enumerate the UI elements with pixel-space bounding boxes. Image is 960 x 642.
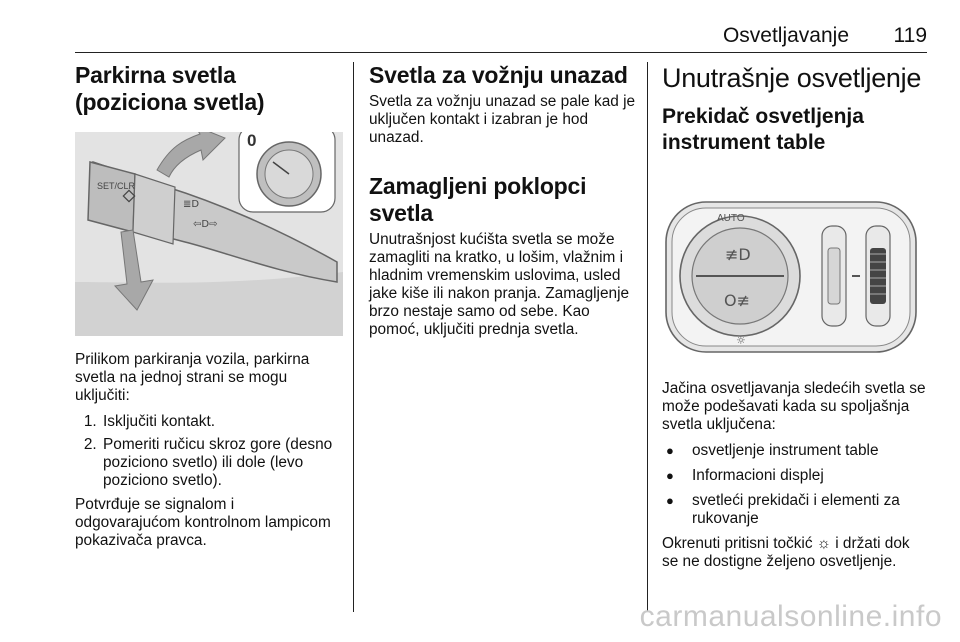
column-reverse-lights xyxy=(369,62,637,339)
list-item: ● Informacioni displej xyxy=(692,467,927,485)
brightness-intro: Jačina osvetljavanja sledećih svetla se može podešavati kada su spoljašnja svetla uključena: xyxy=(662,380,926,433)
page-header xyxy=(75,22,927,53)
dimmer-wheel xyxy=(866,226,890,326)
reverse-lights-text: Svetla za vožnju unazad se pale kad je uključen kontakt i izabran je hod unazad. xyxy=(369,93,636,146)
parking-steps xyxy=(75,413,343,490)
brightness-list xyxy=(662,442,927,528)
svg-text:☼: ☼ xyxy=(736,334,746,347)
ignition-position-label: 0 xyxy=(247,132,257,150)
column-divider-2 xyxy=(647,62,648,612)
list-item: ● osvetljenje instrument table xyxy=(692,442,927,460)
stalk-label-set: SET/CLR xyxy=(97,181,136,191)
auto-label: AUTO xyxy=(717,213,745,224)
column-interior-lighting xyxy=(662,62,927,571)
watermark: carmanualsonline.info xyxy=(639,600,942,633)
heading-interior-lighting: Unutrašnje osvetljenje xyxy=(662,63,922,93)
list-item: ● svetleći prekidači i elementi za rukovanje xyxy=(692,492,927,528)
page-number: 119 xyxy=(893,24,927,47)
fogged-covers-text: Unutrašnjost kućišta svetla se može zamagliti na kratko, u lošim, vlažnim i hladnim vremenskim uslovima, usled jake kiše ili nakon pranja. Zamagljenje brzo nestaje samo od sebe. Kao pomoć, uključiti prednja svetla. xyxy=(369,231,630,338)
svg-text:≢D: ≢D xyxy=(725,245,751,264)
parking-outro: Potvrđuje se signalom i odgovarajućom kontrolnom lampicom pokazivača pravca. xyxy=(75,496,331,549)
heading-parking-lights: Parkirna svetla (poziciona svetla) xyxy=(75,62,265,115)
header-title: Osvetljavanje xyxy=(722,24,849,47)
column-divider-1 xyxy=(353,62,354,612)
light-switch-illustration xyxy=(662,196,920,366)
column-parking-lights xyxy=(75,62,343,550)
heading-fogged-covers: Zamagljeni poklopci svetla xyxy=(369,173,587,226)
step-item: 2. Pomeriti ručicu skroz gore (desno poziciono svetlo) ili dole (levo poziciono svetlo). xyxy=(101,436,343,490)
brightness-instruction: Okrenuti pritisni točkić ☼ i držati dok se ne dostigne željeno osvetljenje. xyxy=(662,535,910,570)
step-item: 1. Isključiti kontakt. xyxy=(101,413,343,431)
heading-reverse-lights: Svetla za vožnju unazad xyxy=(369,62,628,88)
heading-instrument-switch: Prekidač osvetljenja instrument table xyxy=(662,105,864,154)
parking-intro: Prilikom parkiranja vozila, parkirna svetla na jednoj strani se mogu uključiti: xyxy=(75,351,310,404)
svg-text:≣D: ≣D xyxy=(183,199,200,210)
svg-text:O≢: O≢ xyxy=(724,291,750,310)
ignition-inset xyxy=(239,132,335,212)
stalk-illustration xyxy=(75,132,343,336)
svg-text:⇦D⇨: ⇦D⇨ xyxy=(193,219,218,230)
